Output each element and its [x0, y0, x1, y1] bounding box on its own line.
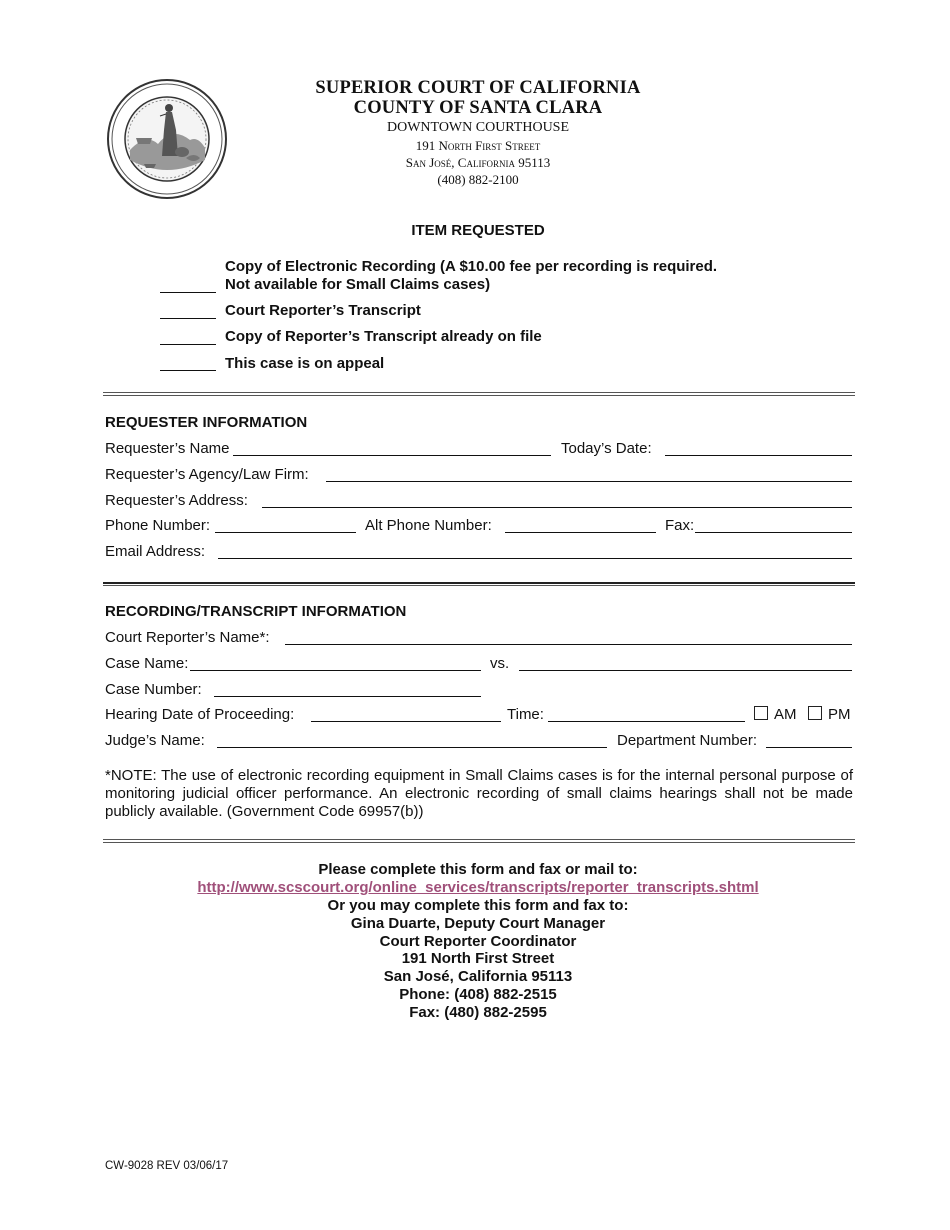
am-label: AM — [774, 706, 797, 723]
case-name-vs-field[interactable] — [519, 670, 852, 671]
reporter-name-field[interactable] — [285, 644, 852, 645]
department-number-field[interactable] — [766, 747, 852, 748]
case-name-label: Case Name: — [105, 655, 189, 672]
court-title: SUPERIOR COURT OF CALIFORNIA — [315, 78, 641, 98]
address-label: Requester’s Address: — [105, 492, 248, 509]
email-label: Email Address: — [105, 543, 206, 560]
judge-name-field[interactable] — [217, 747, 607, 748]
fax-instruction: Or you may complete this form and fax to: — [327, 897, 629, 914]
transcripts-link-text[interactable]: http://www.scscourt.org/online_services/transcripts/reporter_transcripts.shtml — [197, 879, 759, 896]
email-field[interactable] — [218, 558, 852, 559]
item-label-electronic-recording: Copy of Electronic Recording (A $10.00 fee per recording is required. — [225, 258, 718, 275]
contact-city: San José, California 95113 — [383, 968, 573, 985]
item-blank-transcript-on-file[interactable] — [160, 344, 216, 345]
item-blank-electronic-recording[interactable] — [160, 292, 216, 293]
requester-name-field[interactable] — [233, 455, 551, 456]
section-divider — [103, 582, 855, 586]
am-checkbox[interactable] — [754, 706, 768, 720]
pm-checkbox[interactable] — [808, 706, 822, 720]
recording-section-title: RECORDING/TRANSCRIPT INFORMATION — [105, 603, 407, 620]
pm-label: PM — [828, 706, 851, 723]
phone-label: Phone Number: — [105, 517, 211, 534]
contact-street: 191 North First Street — [401, 950, 555, 967]
court-seal — [106, 78, 228, 200]
phone-field[interactable] — [215, 532, 356, 533]
alt-phone-label: Alt Phone Number: — [365, 517, 492, 534]
reporter-name-label: Court Reporter’s Name*: — [105, 629, 270, 646]
agency-label: Requester’s Agency/Law Firm: — [105, 466, 309, 483]
time-field[interactable] — [548, 721, 745, 722]
transcripts-link[interactable] — [130, 879, 826, 896]
item-label-electronic-recording-note: Not available for Small Claims cases) — [225, 276, 491, 293]
courthouse-street: 191 North First Street — [415, 138, 541, 153]
item-label-reporter-transcript: Court Reporter’s Transcript — [225, 302, 421, 319]
contact-title: Court Reporter Coordinator — [379, 933, 577, 950]
contact-name: Gina Duarte, Deputy Court Manager — [350, 915, 606, 932]
requester-section-title: REQUESTER INFORMATION — [105, 414, 308, 431]
fax-field[interactable] — [695, 532, 852, 533]
agency-field[interactable] — [326, 481, 852, 482]
item-label-transcript-on-file: Copy of Reporter’s Transcript already on file — [225, 328, 542, 345]
vs-label: vs. — [490, 655, 510, 672]
todays-date-field[interactable] — [665, 455, 852, 456]
item-label-on-appeal: This case is on appeal — [225, 355, 385, 372]
time-label: Time: — [507, 706, 544, 723]
hearing-date-label: Hearing Date of Proceeding: — [105, 706, 295, 723]
alt-phone-field[interactable] — [505, 532, 656, 533]
form-id: CW-9028 REV 03/06/17 — [105, 1160, 229, 1172]
case-name-field[interactable] — [190, 670, 481, 671]
courthouse-city: San José, California 95113 — [405, 155, 551, 170]
section-divider — [103, 839, 855, 843]
department-number-label: Department Number: — [617, 732, 758, 749]
todays-date-label: Today’s Date: — [561, 440, 652, 457]
small-claims-note: *NOTE: The use of electronic recording equipment in Small Claims cases is for the internal personal purpose of monitoring judicial officer performance. An electronic recording of small claims hearings shall not be made publicly available. (Government Code 69957(b)) — [105, 767, 853, 820]
hearing-date-field[interactable] — [311, 721, 501, 722]
requester-name-label: Requester’s Name — [105, 440, 230, 457]
contact-fax: Fax: (480) 882-2595 — [409, 1004, 547, 1021]
item-requested-title: ITEM REQUESTED — [411, 222, 545, 239]
judge-name-label: Judge’s Name: — [105, 732, 205, 749]
item-blank-reporter-transcript[interactable] — [160, 318, 216, 319]
fax-label: Fax: — [665, 517, 695, 534]
section-divider — [103, 392, 855, 396]
address-field[interactable] — [262, 507, 852, 508]
case-number-label: Case Number: — [105, 681, 202, 698]
courthouse-phone: (408) 882-2100 — [437, 172, 519, 187]
item-blank-on-appeal[interactable] — [160, 370, 216, 371]
mail-instruction: Please complete this form and fax or mail to: — [318, 861, 638, 878]
courthouse-name: DOWNTOWN COURTHOUSE — [386, 120, 570, 135]
contact-phone: Phone: (408) 882-2515 — [399, 986, 557, 1003]
case-number-field[interactable] — [214, 696, 481, 697]
county-title: COUNTY OF SANTA CLARA — [353, 98, 603, 118]
